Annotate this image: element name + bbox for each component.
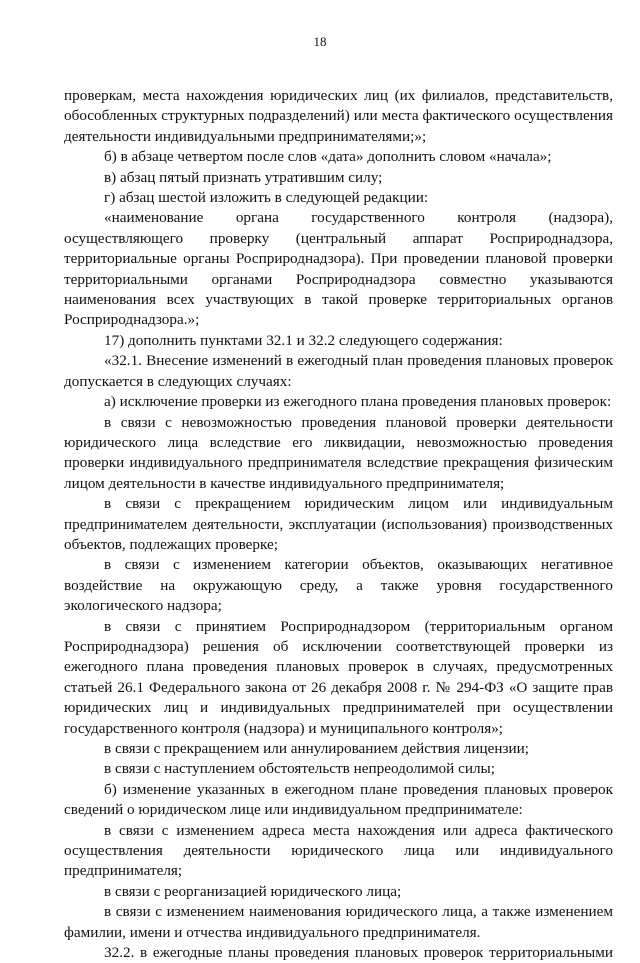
paragraph: в связи с изменением категории объектов, оказывающих негативное воздействие на окружающую среду, а также уровня государственного экологического надзора; — [64, 556, 613, 615]
paragraph: в связи с прекращением или аннулированием действия лицензии; — [104, 740, 529, 757]
paragraph: в связи с изменением наименования юридического лица, а также изменением фамилии, имени и отчества индивидуального предпринимателя. — [64, 903, 613, 941]
paragraph: «наименование органа государственного контроля (надзора), осуществляющего проверку (центральный аппарат Росприроднадзора, территориальные органы Росприроднадзора). При проведении плановой проверки территориальными органами Росприроднадзора совместно указываются наименования всех участвующих в такой проверке территориальных органов Росприроднадзора.»; — [64, 209, 613, 329]
paragraph: г) абзац шестой изложить в следующей редакции: — [104, 189, 429, 207]
paragraph: 17) дополнить пунктами 32.1 и 32.2 следующего содержания: — [104, 331, 503, 349]
paragraph: проверкам, места нахождения юридических лиц (их филиалов, представительств, обособленных структурных подразделений) или места фактического осуществления деятельности индивидуальными предпринимателями;»; — [64, 87, 613, 145]
paragraph: в связи с реорганизацией юридического лица; — [104, 882, 402, 900]
paragraph: в связи с принятием Росприроднадзором (территориальным органом Росприроднадзора) решения об исключении соответствующей проверки из ежегодного плана проведения плановых проверок в случаях, предусмотренных статьей 26.1 Федерального закона от 26 декабря 2008 г. № 294-ФЗ «О защите прав юридических лиц и индивидуальных предпринимателей при осуществлении государственного контроля (надзора) и муниципального контроля»; — [64, 617, 613, 737]
page-number: 18 — [313, 34, 327, 49]
paragraph: б) в абзаце четвертом после слов «дата» дополнить словом «начала»; — [104, 148, 552, 166]
paragraph: «32.1. Внесение изменений в ежегодный план проведения плановых проверок допускается в следующих случаях: — [64, 352, 613, 390]
paragraph: в связи с невозможностью проведения плановой проверки деятельности юридического лица вследствие его ликвидации, невозможностью проведения проверки индивидуального предпринимателя вследствие прекращения физическим лицом деятельности в качестве индивидуального предпринимателя; — [64, 413, 613, 492]
paragraph: 32.2. в ежегодные планы проведения плановых проверок территориальными — [104, 944, 613, 962]
paragraph: а) исключение проверки из ежегодного плана проведения плановых проверок: — [104, 393, 612, 411]
paragraph: б) изменение указанных в ежегодном плане проведения плановых проверок сведений о юридическом лице или индивидуальном предпринимателе: — [64, 780, 613, 819]
paragraph: в связи с наступлением обстоятельств непреодолимой силы; — [104, 760, 495, 778]
paragraph: в) абзац пятый признать утратившим силу; — [104, 168, 383, 186]
document-body — [64, 86, 613, 963]
paragraph: в связи с прекращением юридическим лицом или индивидуальным предпринимателем деятельности, эксплуатации (использования) производственных объектов, подлежащих проверке; — [64, 495, 613, 553]
paragraph: в связи с изменением адреса места нахождения или адреса фактического осуществления деятельности юридического лица или индивидуального предпринимателя; — [64, 821, 613, 880]
